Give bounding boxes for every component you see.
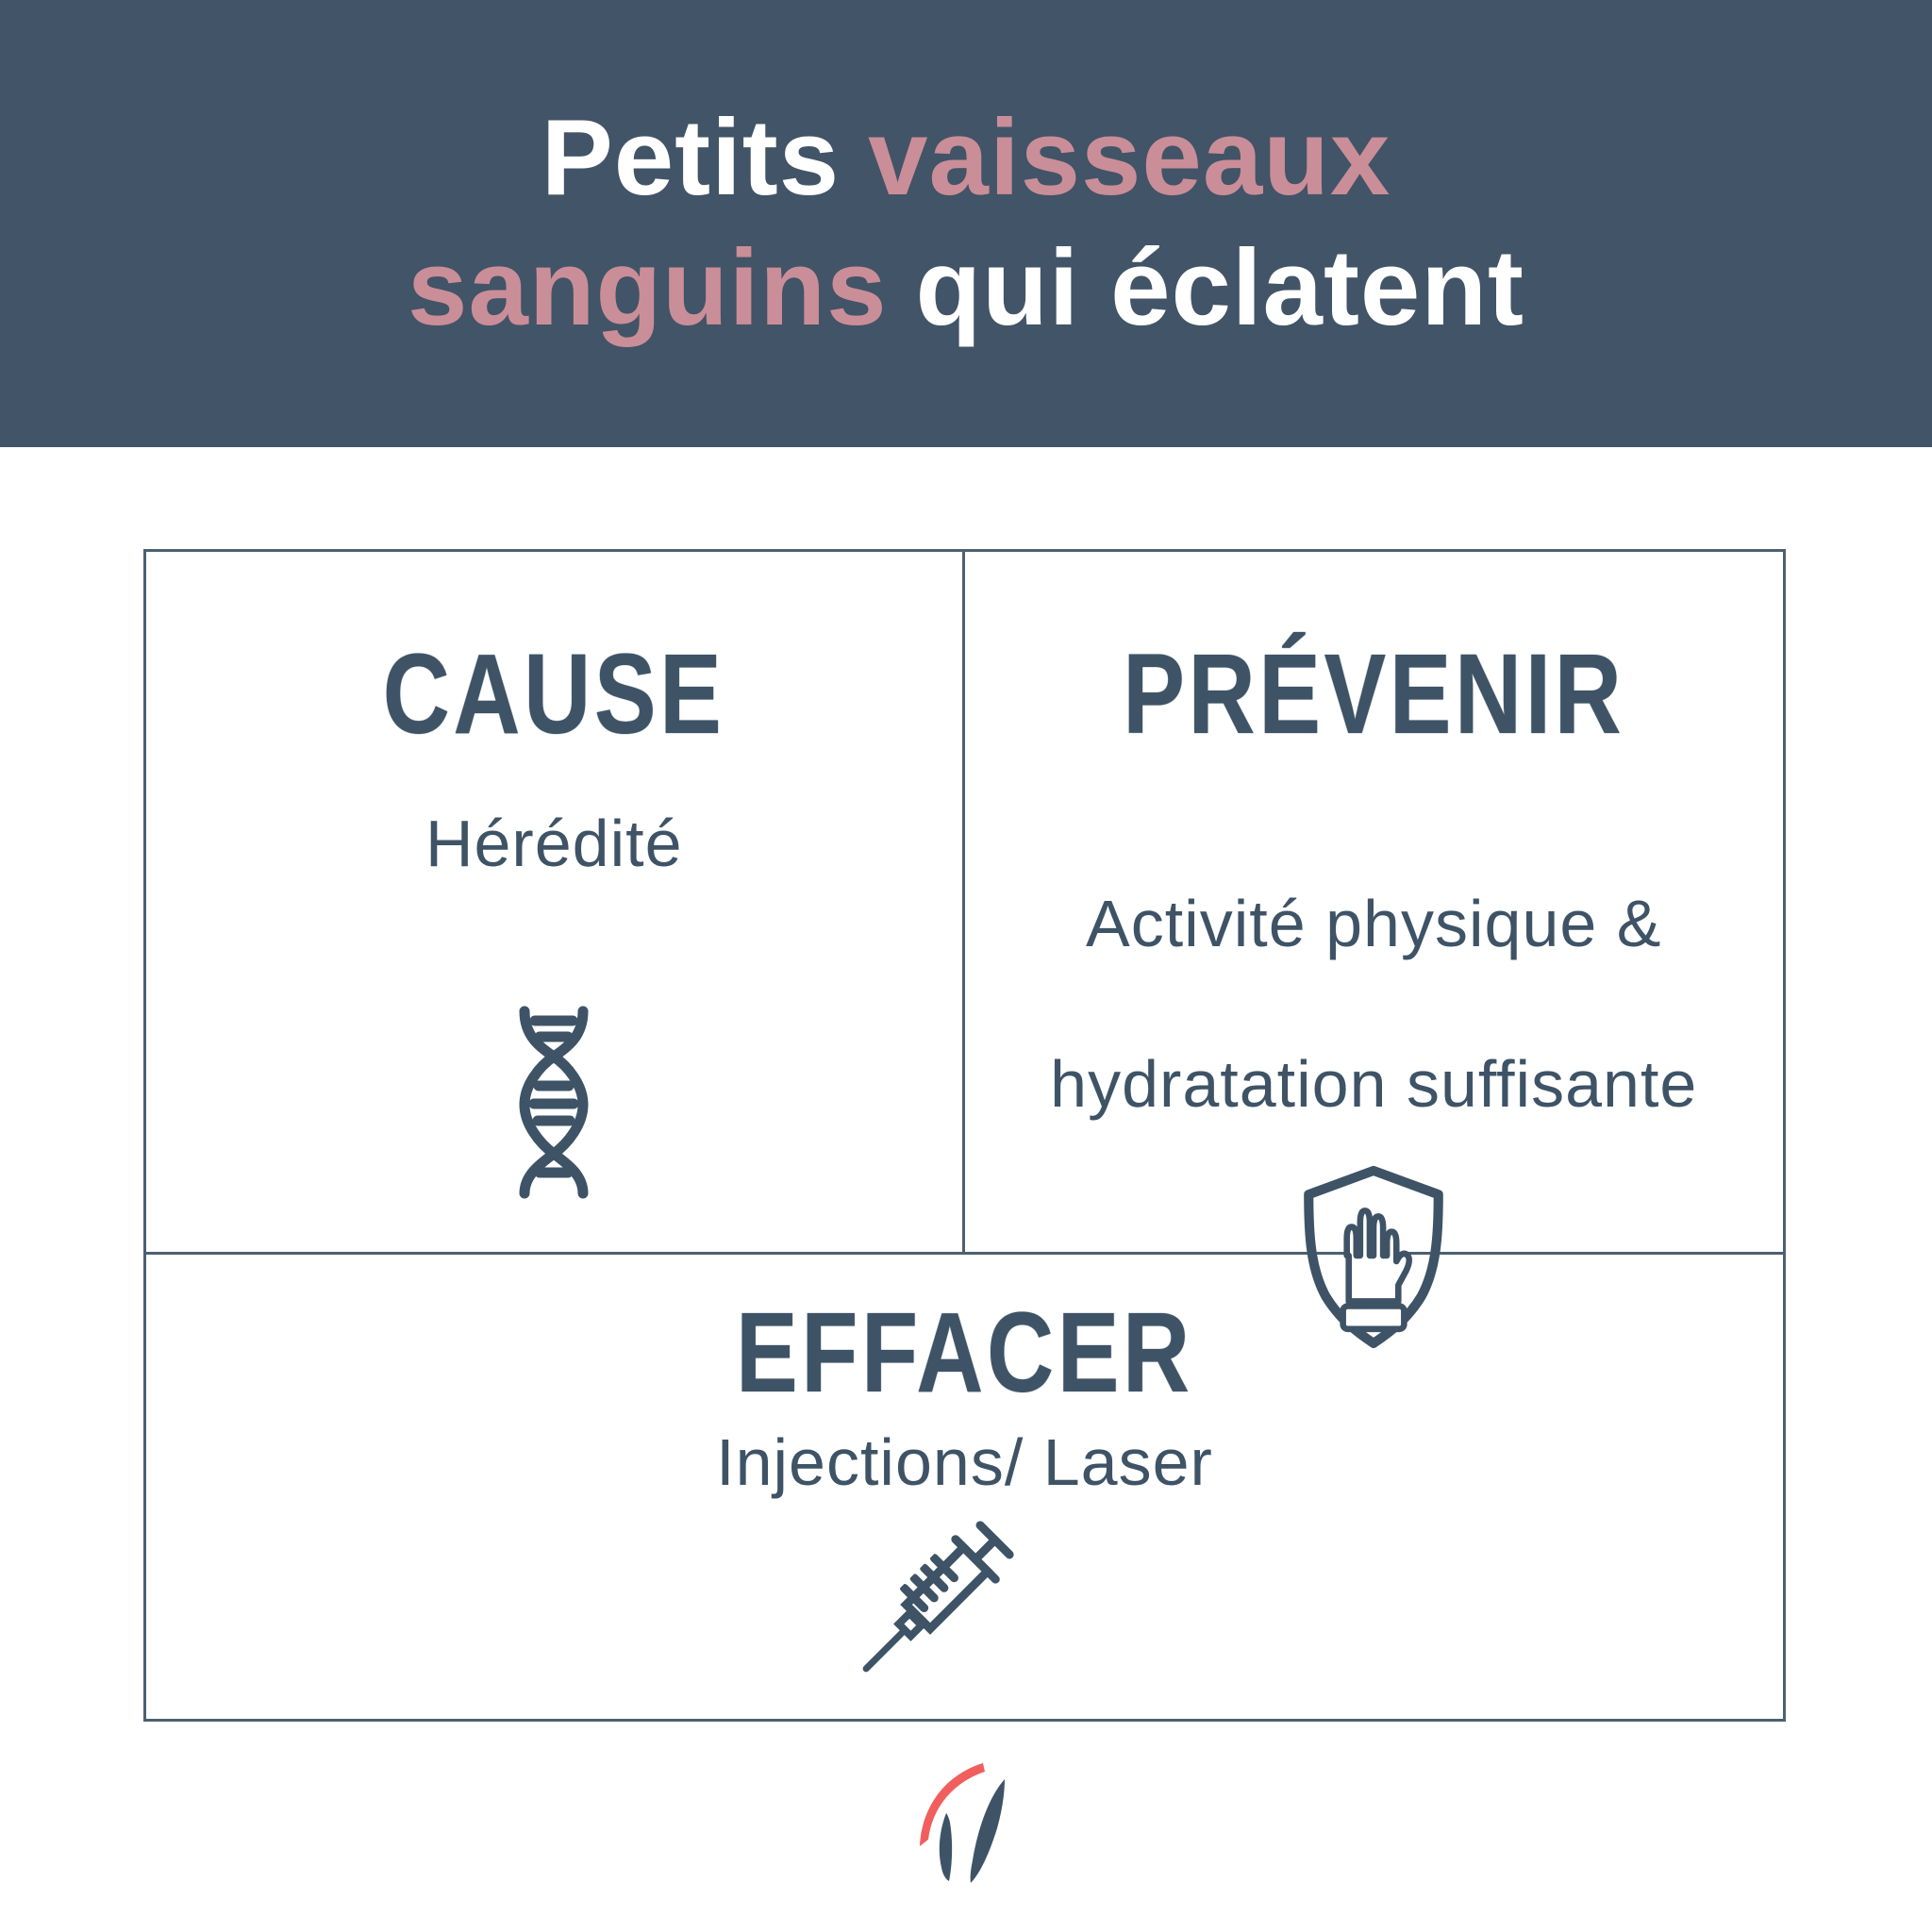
dna-icon — [510, 1006, 597, 1199]
card-prevenir-body-line2: hydratation suffisante — [1050, 1047, 1698, 1121]
card-effacer — [146, 1255, 1783, 1719]
title-segment-qui-eclatent: qui éclatent — [915, 228, 1524, 348]
card-effacer-title: EFFACER — [736, 1288, 1193, 1416]
syringe-icon-svg — [839, 1513, 1022, 1696]
title-segment-vaisseaux: vaisseaux — [868, 98, 1391, 218]
page-title-line-1 — [541, 98, 1391, 218]
card-prevenir-title: PRÉVENIR — [1123, 629, 1625, 758]
logo-large-blade — [971, 1779, 1005, 1883]
title-segment-petits: Petits — [541, 98, 841, 218]
logo-small-blade — [940, 1813, 952, 1881]
page-title-line-2 — [408, 228, 1524, 348]
title-segment-sanguins: sanguins — [408, 228, 888, 348]
dna-icon-svg — [510, 1006, 597, 1199]
card-effacer-body: Injections/ Laser — [716, 1425, 1213, 1499]
brand-logo — [895, 1755, 1037, 1906]
card-prevenir-body — [1050, 804, 1697, 1124]
syringe-icon — [831, 1510, 1029, 1699]
card-cause-title: CAUSE — [382, 629, 725, 758]
card-prevenir-body-line1: Activité physique & — [1086, 887, 1662, 960]
info-grid — [143, 549, 1786, 1722]
card-cause-body: Hérédité — [425, 807, 683, 880]
card-cause — [146, 552, 965, 1255]
header-banner — [0, 0, 1932, 447]
syringe-needle — [866, 1630, 905, 1669]
footer — [0, 1755, 1932, 1915]
card-prevenir — [965, 552, 1784, 1255]
logo-coral-swoosh — [920, 1763, 985, 1846]
